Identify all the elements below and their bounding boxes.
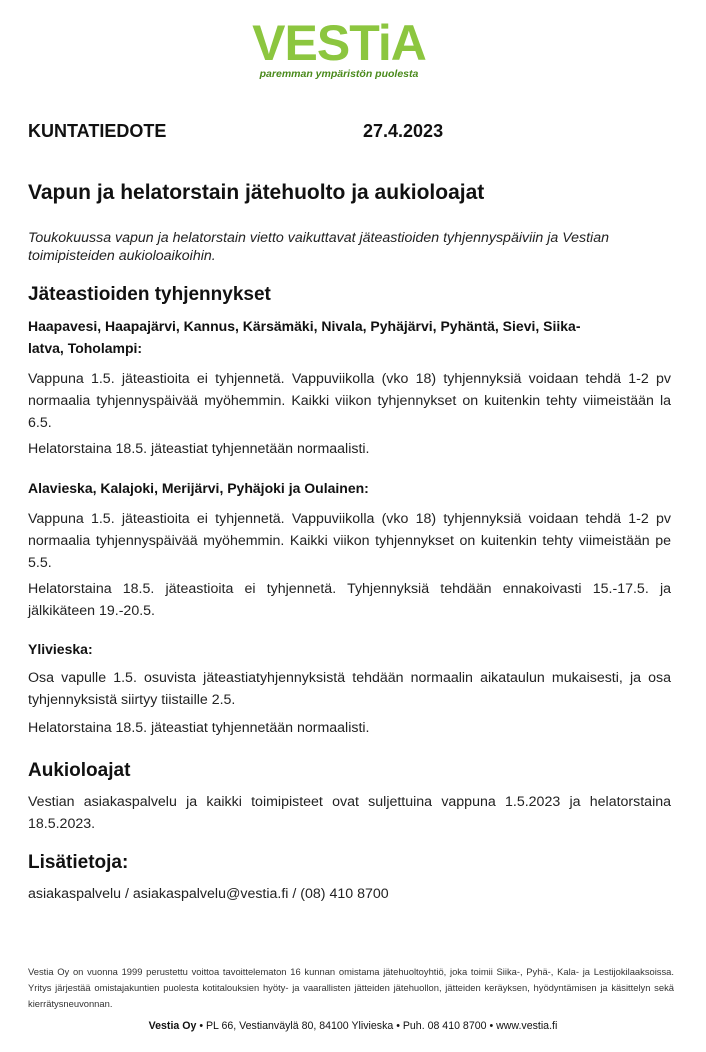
- document-type: KUNTATIEDOTE: [28, 121, 167, 141]
- municipalities-group1-line2: latva, Toholampi:: [28, 340, 143, 356]
- heading-more-info: Lisätietoja:: [28, 852, 129, 873]
- vestia-logo: [246, 14, 432, 84]
- municipalities-group3: Ylivieska:: [28, 641, 93, 657]
- page-title: Vapun ja helatorstain jätehuolto ja aukioloajat: [28, 181, 485, 204]
- municipalities-group2: Alavieska, Kalajoki, Merijärvi, Pyhäjoki ja Oulainen:: [28, 480, 369, 496]
- group3-paragraph-2: Helatorstaina 18.5. jäteastiat tyhjennetään normaalisti.: [28, 720, 370, 736]
- group2-paragraph-1: Vappuna 1.5. jäteastioita ei tyhjennetä. Vappuviikolla (vko 18) tyhjennyksiä voidaan tehdä 1-2 pv normaalia tyhjennyspäivää myöhemmin. Kaikki viikon tyhjennykset on kuitenkin tehty viimeistään pe 5.5.: [28, 511, 671, 571]
- footer-company-name: Vestia Oy: [148, 1020, 197, 1032]
- heading-opening-hours: Aukioloajat: [28, 760, 131, 781]
- footer-address: • PL 66, Vestianväylä 80, 84100 Ylivieska • Puh. 08 410 8700 • www.vestia.fi: [196, 1020, 558, 1032]
- svg-text:VESTiA: VESTiA: [252, 15, 426, 71]
- document-date: 27.4.2023: [363, 121, 444, 141]
- group2-paragraph-2: Helatorstaina 18.5. jäteastioita ei tyhjennetä. Tyhjennyksiä tehdään ennakoivasti 15.-17.5. ja jälkikäteen 19.-20.5.: [28, 581, 671, 619]
- opening-hours-paragraph: Vestian asiakaspalvelu ja kaikki toimipisteet ovat suljettuina vappuna 1.5.2023 ja helatorstaina 18.5.2023.: [28, 794, 671, 832]
- company-description: Vestia Oy on vuonna 1999 perustettu voittoa tavoittelematon 16 kunnan omistama jätehuoltoyhtiö, joka toimii Siika-, Pyhä-, Kala- ja Lestijokilaaksoissa. Yritys järjestää omistajakuntien puolesta kotitalouksien hyöty- ja vaarallisten jätteiden jätehuollon, jätteiden keräyksen, hyödyntämisen ja käsittelyn sekä kierrätysneuvonnan.: [28, 966, 674, 1009]
- vestia-logo-graphic: [246, 14, 432, 84]
- group1-paragraph-2: Helatorstaina 18.5. jäteastiat tyhjennetään normaalisti.: [28, 441, 370, 457]
- lead-paragraph: Toukokuussa vapun ja helatorstain vietto vaikuttavat jäteastioiden tyhjennyspäiviin ja Vestian toimipisteiden aukioloaikoihin.: [28, 230, 609, 264]
- group3-paragraph-1: Osa vapulle 1.5. osuvista jäteastiatyhjennyksistä tehdään normaalin aikataulun mukaisesti, ja osa tyhjennyksistä siirtyy tiistaille 2.5.: [28, 670, 671, 708]
- svg-text:paremman ympäristön puolesta: paremman ympäristön puolesta: [259, 68, 419, 80]
- heading-emptying: Jäteastioiden tyhjennykset: [28, 284, 271, 305]
- footer-address-bar: [0, 1020, 706, 1032]
- municipalities-group1-line1: Haapavesi, Haapajärvi, Kannus, Kärsämäki, Nivala, Pyhäjärvi, Pyhäntä, Sievi, Siika-: [28, 318, 581, 334]
- group1-paragraph-1: Vappuna 1.5. jäteastioita ei tyhjennetä. Vappuviikolla (vko 18) tyhjennyksiä voidaan tehdä 1-2 pv normaalia tyhjennyspäivää myöhemmin. Kaikki viikon tyhjennykset on kuitenkin tehty viimeistään la 6.5.: [28, 371, 671, 431]
- contact-info: asiakaspalvelu / asiakaspalvelu@vestia.fi / (08) 410 8700: [28, 886, 389, 902]
